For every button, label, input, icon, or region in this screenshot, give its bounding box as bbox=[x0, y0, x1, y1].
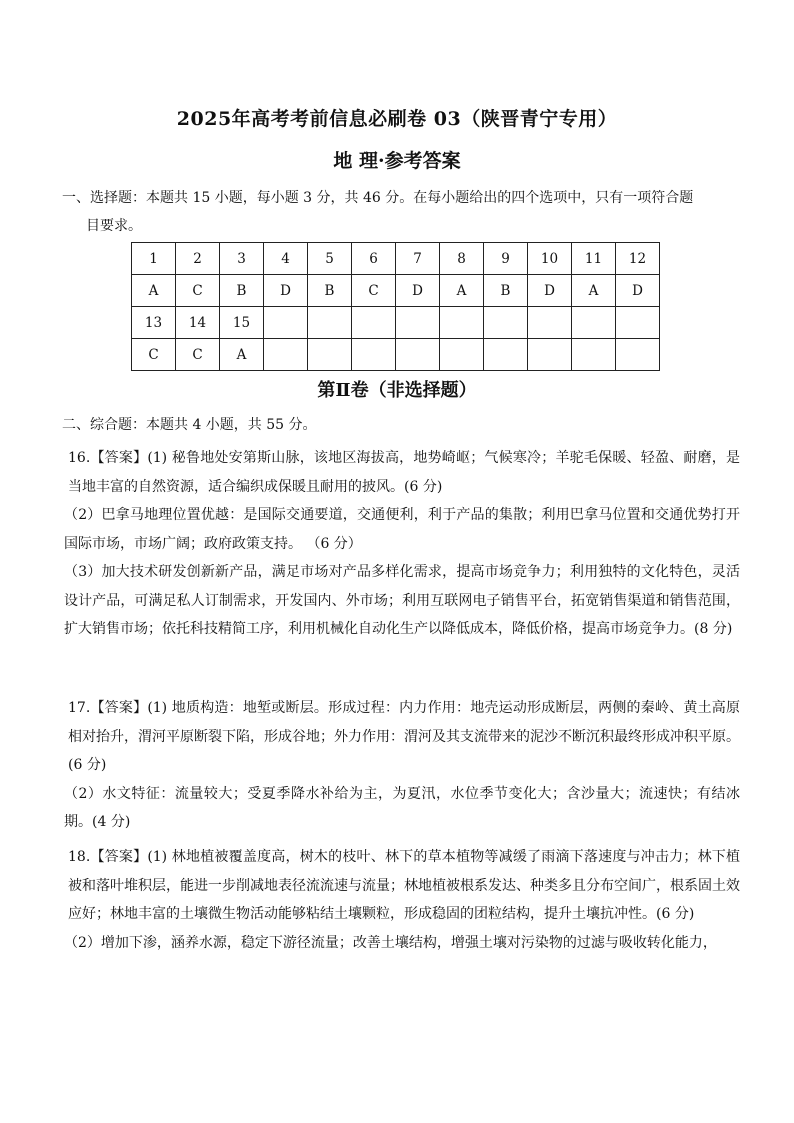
q16-part3: （3）加大技术研发创新新产品，满足市场对产品多样化需求，提高市场竞争力；利用独特的文化特色，灵活设计产品，可满足私人订制需求，开发国内、外市场；利用互联网电子销售平台，拓宽销售渠道和销售范围，扩大销售市场；依托科技精简工序，利用机械化自动化生产以降低成本，降低价格，提高市场竞争力。(8 分) bbox=[64, 564, 740, 637]
q17-part1: 17.【答案】(1) 地质构造：地堑或断层。形成过程：内力作用：地壳运动形成断层，两侧的秦岭、黄土高原相对抬升，渭河平原断裂下陷，形成谷地；外力作用：渭河及其支流带来的泥沙不断沉积最终形成冲积平原。(6 分) bbox=[68, 700, 740, 773]
question-18 bbox=[64, 843, 740, 957]
answer-table-cell: 15 bbox=[220, 307, 264, 339]
answer-table-cell bbox=[264, 339, 308, 371]
q18-part1: 18.【答案】(1) 林地植被覆盖度高，树木的枝叶、林下的草本植物等减缓了雨滴下落速度与冲击力；林下植被和落叶堆积层，能进一步削减地表径流流速与流量；林地植被根系发达、种类多且分布空间广，根系固土效应好；林地丰富的土壤微生物活动能够粘结土壤颗粒，形成稳固的团粒结构，提升土壤抗冲性。(6 分) bbox=[68, 849, 740, 922]
answer-table-cell bbox=[528, 307, 572, 339]
section1-intro-line1: 一、选择题：本题共 15 小题，每小题 3 分，共 46 分。在每小题给出的四个选项中，只有一项符合题 bbox=[62, 190, 694, 206]
answer-table-cell: 3 bbox=[220, 243, 264, 275]
section2-heading: 第Ⅱ卷（非选择题） bbox=[317, 380, 477, 401]
q16-part1: 16.【答案】(1) 秘鲁地处安第斯山脉，该地区海拔高，地势崎岖；气候寒冷；羊驼毛保暖、轻盈、耐磨，是当地丰富的自然资源，适合编织成保暖且耐用的披风。(6 分) bbox=[68, 450, 740, 495]
answer-table-cell bbox=[440, 339, 484, 371]
answer-table-cell: 8 bbox=[440, 243, 484, 275]
answer-table-cell: D bbox=[264, 275, 308, 307]
answer-table-cell: D bbox=[396, 275, 440, 307]
answer-table-cell bbox=[396, 307, 440, 339]
question-16 bbox=[64, 444, 740, 644]
answer-table-cell: D bbox=[528, 275, 572, 307]
answer-table-cell: 14 bbox=[176, 307, 220, 339]
answer-table-cell bbox=[352, 339, 396, 371]
answer-table-cell: A bbox=[440, 275, 484, 307]
answer-table-cell bbox=[528, 339, 572, 371]
answer-table-cell bbox=[616, 307, 660, 339]
answer-table-cell: 10 bbox=[528, 243, 572, 275]
document-title: 2025年高考考前信息必刷卷 03（陕晋青宁专用） bbox=[176, 108, 618, 130]
answer-table-cell: 6 bbox=[352, 243, 396, 275]
question-17 bbox=[64, 694, 740, 837]
answer-table-cell: 12 bbox=[616, 243, 660, 275]
answer-table-cell: 1 bbox=[132, 243, 176, 275]
answer-table-cell bbox=[484, 307, 528, 339]
answer-table-cell: B bbox=[220, 275, 264, 307]
answer-table-row bbox=[132, 275, 660, 307]
answer-table-cell: 9 bbox=[484, 243, 528, 275]
answer-table-cell: A bbox=[572, 275, 616, 307]
answer-table-cell bbox=[308, 339, 352, 371]
answer-table-cell: C bbox=[176, 339, 220, 371]
answer-table-cell: D bbox=[616, 275, 660, 307]
document-subtitle: 地 理·参考答案 bbox=[333, 150, 461, 172]
answer-table-cell bbox=[264, 307, 308, 339]
answer-table bbox=[131, 242, 660, 371]
answer-table-row bbox=[132, 307, 660, 339]
answer-table-cell bbox=[440, 307, 484, 339]
section2-intro: 二、综合题：本题共 4 小题，共 55 分。 bbox=[62, 417, 317, 433]
answer-table-cell: 7 bbox=[396, 243, 440, 275]
answer-table-cell: 13 bbox=[132, 307, 176, 339]
answer-table-cell: B bbox=[484, 275, 528, 307]
answer-table-cell bbox=[616, 339, 660, 371]
answer-table-row bbox=[132, 243, 660, 275]
answer-table-cell: A bbox=[132, 275, 176, 307]
answer-table-cell bbox=[484, 339, 528, 371]
answer-table-cell bbox=[572, 339, 616, 371]
answer-table-cell bbox=[308, 307, 352, 339]
section1-intro-line2: 目要求。 bbox=[86, 218, 142, 234]
q16-part2: （2）巴拿马地理位置优越：是国际交通要道，交通便利，利于产品的集散；利用巴拿马位置和交通优势打开国际市场，市场广阔；政府政策支持。 （6 分） bbox=[64, 507, 740, 552]
answer-table-cell: 5 bbox=[308, 243, 352, 275]
answer-table-cell: C bbox=[176, 275, 220, 307]
q17-part2: （2）水文特征：流量较大；受夏季降水补给为主，为夏汛，水位季节变化大；含沙量大；流速快；有结冰期。(4 分) bbox=[64, 785, 740, 830]
section1-intro bbox=[62, 184, 752, 240]
answer-table-cell: 4 bbox=[264, 243, 308, 275]
answer-table-cell: A bbox=[220, 339, 264, 371]
answer-table-cell bbox=[352, 307, 396, 339]
answer-table-cell: B bbox=[308, 275, 352, 307]
answer-table-cell bbox=[572, 307, 616, 339]
q18-part2: （2）增加下渗，涵养水源，稳定下游径流量；改善土壤结构，增强土壤对污染物的过滤与吸收转化能力， bbox=[64, 934, 717, 951]
answer-table-cell: C bbox=[352, 275, 396, 307]
answer-table-cell: 11 bbox=[572, 243, 616, 275]
answer-table-cell: 2 bbox=[176, 243, 220, 275]
answer-table-row bbox=[132, 339, 660, 371]
answer-table-cell: C bbox=[132, 339, 176, 371]
answer-table-cell bbox=[396, 339, 440, 371]
